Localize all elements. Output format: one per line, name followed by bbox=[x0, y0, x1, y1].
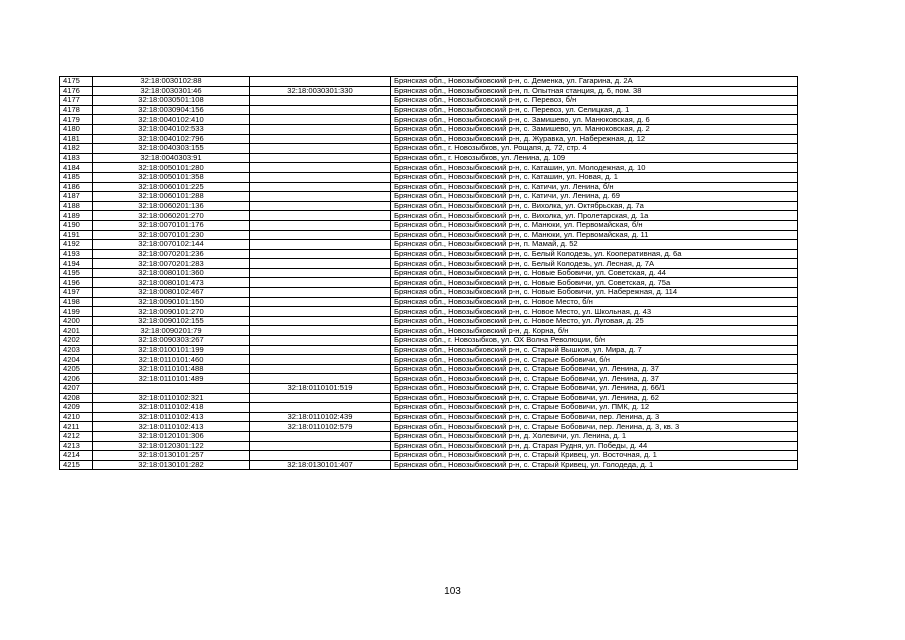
row-number-cell: 4211 bbox=[60, 422, 93, 432]
cadastral-number-cell: 32:18:0060101:288 bbox=[93, 192, 250, 202]
row-number-cell: 4210 bbox=[60, 412, 93, 422]
object-cadastral-number-cell bbox=[250, 172, 391, 182]
object-cadastral-number-cell bbox=[250, 336, 391, 346]
address-cell: Брянская обл., Новозыбковский р-н, с. Замишево, ул. Манюковская, д. 6 bbox=[391, 115, 798, 125]
address-cell: Брянская обл., Новозыбковский р-н, с. Старые Бобовичи, ул. Ленина, д. 62 bbox=[391, 393, 798, 403]
object-cadastral-number-cell bbox=[250, 431, 391, 441]
table-row bbox=[60, 220, 798, 230]
row-number-cell: 4180 bbox=[60, 124, 93, 134]
row-number-cell: 4182 bbox=[60, 144, 93, 154]
cadastral-number-cell: 32:18:0110101:460 bbox=[93, 355, 250, 365]
address-cell: Брянская обл., Новозыбковский р-н, с. Катичи, ул. Ленина, б/н bbox=[391, 182, 798, 192]
object-cadastral-number-cell bbox=[250, 134, 391, 144]
row-number-cell: 4181 bbox=[60, 134, 93, 144]
table-row bbox=[60, 201, 798, 211]
cadastral-number-cell: 32:18:0070101:176 bbox=[93, 220, 250, 230]
address-cell: Брянская обл., Новозыбковский р-н, с. Белый Колодезь, ул. Лесная, д. 7А bbox=[391, 259, 798, 269]
row-number-cell: 4185 bbox=[60, 172, 93, 182]
object-cadastral-number-cell bbox=[250, 201, 391, 211]
row-number-cell: 4194 bbox=[60, 259, 93, 269]
row-number-cell: 4191 bbox=[60, 230, 93, 240]
object-cadastral-number-cell bbox=[250, 77, 391, 87]
cadastral-number-cell: 32:18:0030501:108 bbox=[93, 96, 250, 106]
address-cell: Брянская обл., Новозыбковский р-н, с. Новое Место, ул. Школьная, д. 43 bbox=[391, 307, 798, 317]
object-cadastral-number-cell bbox=[250, 182, 391, 192]
row-number-cell: 4189 bbox=[60, 211, 93, 221]
address-cell: Брянская обл., Новозыбковский р-н, д. Холевичи, ул. Ленина, д. 1 bbox=[391, 431, 798, 441]
object-cadastral-number-cell: 32:18:0030301:330 bbox=[250, 86, 391, 96]
address-cell: Брянская обл., Новозыбковский р-н, д. Старая Рудня, ул. Победы, д. 44 bbox=[391, 441, 798, 451]
table-row bbox=[60, 105, 798, 115]
cadastral-number-cell: 32:18:0030301:46 bbox=[93, 86, 250, 96]
object-cadastral-number-cell bbox=[250, 259, 391, 269]
cadastral-number-cell: 32:18:0060201:270 bbox=[93, 211, 250, 221]
cadastral-number-cell: 32:18:0110101:489 bbox=[93, 374, 250, 384]
cadastral-number-cell: 32:18:0090102:155 bbox=[93, 316, 250, 326]
table-row bbox=[60, 115, 798, 125]
cadastral-number-cell: 32:18:0110102:413 bbox=[93, 422, 250, 432]
table-row bbox=[60, 163, 798, 173]
table-row bbox=[60, 422, 798, 432]
table-row bbox=[60, 124, 798, 134]
row-number-cell: 4187 bbox=[60, 192, 93, 202]
cadastral-number-cell bbox=[93, 384, 250, 394]
address-cell: Брянская обл., Новозыбковский р-н, с. Вихолка, ул. Октябрьская, д. 7а bbox=[391, 201, 798, 211]
object-cadastral-number-cell bbox=[250, 249, 391, 259]
row-number-cell: 4203 bbox=[60, 345, 93, 355]
row-number-cell: 4204 bbox=[60, 355, 93, 365]
address-cell: Брянская обл., Новозыбковский р-н, с. Белый Колодезь, ул. Кооперативная, д. 6а bbox=[391, 249, 798, 259]
address-cell: Брянская обл., Новозыбковский р-н, с. Манюки, ул. Первомайская, б/н bbox=[391, 220, 798, 230]
row-number-cell: 4197 bbox=[60, 288, 93, 298]
object-cadastral-number-cell bbox=[250, 393, 391, 403]
table-row bbox=[60, 96, 798, 106]
object-cadastral-number-cell: 32:18:0130101:407 bbox=[250, 460, 391, 470]
address-cell: Брянская обл., Новозыбковский р-н, с. Катaшин, ул. Новая, д. 1 bbox=[391, 172, 798, 182]
address-cell: Брянская обл., Новозыбковский р-н, с. Старые Бобовичи, б/н bbox=[391, 355, 798, 365]
row-number-cell: 4186 bbox=[60, 182, 93, 192]
row-number-cell: 4193 bbox=[60, 249, 93, 259]
row-number-cell: 4192 bbox=[60, 240, 93, 250]
object-cadastral-number-cell bbox=[250, 230, 391, 240]
object-cadastral-number-cell bbox=[250, 326, 391, 336]
table-row bbox=[60, 268, 798, 278]
cadastral-number-cell: 32:18:0040303:91 bbox=[93, 153, 250, 163]
row-number-cell: 4183 bbox=[60, 153, 93, 163]
page-number: 103 bbox=[444, 586, 461, 597]
row-number-cell: 4190 bbox=[60, 220, 93, 230]
address-cell: Брянская обл., г. Новозыбков, ул. Ленина, д. 109 bbox=[391, 153, 798, 163]
cadastral-number-cell: 32:18:0070102:144 bbox=[93, 240, 250, 250]
row-number-cell: 4179 bbox=[60, 115, 93, 125]
cadastral-number-cell: 32:18:0110102:418 bbox=[93, 403, 250, 413]
object-cadastral-number-cell bbox=[250, 153, 391, 163]
table-row bbox=[60, 182, 798, 192]
table-row bbox=[60, 345, 798, 355]
cadastral-number-cell: 32:18:0120101:306 bbox=[93, 431, 250, 441]
row-number-cell: 4214 bbox=[60, 451, 93, 461]
row-number-cell: 4175 bbox=[60, 77, 93, 87]
cadastral-number-cell: 32:18:0040102:796 bbox=[93, 134, 250, 144]
register-table bbox=[59, 76, 798, 470]
cadastral-number-cell: 32:18:0090201:79 bbox=[93, 326, 250, 336]
object-cadastral-number-cell bbox=[250, 124, 391, 134]
table-row bbox=[60, 259, 798, 269]
table-row bbox=[60, 297, 798, 307]
table-row bbox=[60, 77, 798, 87]
row-number-cell: 4207 bbox=[60, 384, 93, 394]
address-cell: Брянская обл., Новозыбковский р-н, с. Старый Вышков, ул. Мира, д. 7 bbox=[391, 345, 798, 355]
object-cadastral-number-cell bbox=[250, 297, 391, 307]
address-cell: Брянская обл., Новозыбковский р-н, с. Старые Бобовичи, ул. Ленина, д. 66/1 bbox=[391, 384, 798, 394]
object-cadastral-number-cell bbox=[250, 316, 391, 326]
address-cell: Брянская обл., Новозыбковский р-н, с. Старый Кривец, ул. Голодеда, д. 1 bbox=[391, 460, 798, 470]
address-cell: Брянская обл., Новозыбковский р-н, с. Старые Бобовичи, пер. Ленина, д. 3 bbox=[391, 412, 798, 422]
address-cell: Брянская обл., Новозыбковский р-н, с. Новые Бобовичи, ул. Набережная, д. 114 bbox=[391, 288, 798, 298]
table-row bbox=[60, 172, 798, 182]
object-cadastral-number-cell bbox=[250, 441, 391, 451]
address-cell: Брянская обл., Новозыбковский р-н, с. Старые Бобовичи, ул. ПМК, д. 12 bbox=[391, 403, 798, 413]
address-cell: Брянская обл., Новозыбковский р-н, с. Старый Кривец, ул. Восточная, д. 1 bbox=[391, 451, 798, 461]
object-cadastral-number-cell bbox=[250, 364, 391, 374]
row-number-cell: 4201 bbox=[60, 326, 93, 336]
address-cell: Брянская обл., Новозыбковский р-н, с. Катичи, ул. Ленина, д. 69 bbox=[391, 192, 798, 202]
row-number-cell: 4212 bbox=[60, 431, 93, 441]
object-cadastral-number-cell bbox=[250, 355, 391, 365]
row-number-cell: 4213 bbox=[60, 441, 93, 451]
address-cell: Брянская обл., Новозыбковский р-н, п. Мамай, д. 52 bbox=[391, 240, 798, 250]
address-cell: Брянская обл., Новозыбковский р-н, с. Манюки, ул. Первомайская, д. 11 bbox=[391, 230, 798, 240]
object-cadastral-number-cell bbox=[250, 345, 391, 355]
table-row bbox=[60, 288, 798, 298]
table-row bbox=[60, 393, 798, 403]
object-cadastral-number-cell: 32:18:0110101:519 bbox=[250, 384, 391, 394]
cadastral-number-cell: 32:18:0080101:360 bbox=[93, 268, 250, 278]
cadastral-number-cell: 32:18:0130101:257 bbox=[93, 451, 250, 461]
cadastral-number-cell: 32:18:0090101:270 bbox=[93, 307, 250, 317]
table-row bbox=[60, 307, 798, 317]
row-number-cell: 4184 bbox=[60, 163, 93, 173]
row-number-cell: 4198 bbox=[60, 297, 93, 307]
cadastral-number-cell: 32:18:0110102:321 bbox=[93, 393, 250, 403]
address-cell: Брянская обл., Новозыбковский р-н, с. Старые Бобовичи, ул. Ленина, д. 37 bbox=[391, 374, 798, 384]
cadastral-number-cell: 32:18:0050101:280 bbox=[93, 163, 250, 173]
cadastral-number-cell: 32:18:0040102:533 bbox=[93, 124, 250, 134]
table-row bbox=[60, 431, 798, 441]
object-cadastral-number-cell bbox=[250, 451, 391, 461]
table-row bbox=[60, 86, 798, 96]
row-number-cell: 4208 bbox=[60, 393, 93, 403]
address-cell: Брянская обл., Новозыбковский р-н, с. Новые Бобовичи, ул. Советская, д. 44 bbox=[391, 268, 798, 278]
address-cell: Брянская обл., Новозыбковский р-н, п. Опытная станция, д. 6, пом. 38 bbox=[391, 86, 798, 96]
table-row bbox=[60, 384, 798, 394]
table-row bbox=[60, 441, 798, 451]
table-row bbox=[60, 374, 798, 384]
cadastral-number-cell: 32:18:0040102:410 bbox=[93, 115, 250, 125]
cadastral-number-cell: 32:18:0110101:488 bbox=[93, 364, 250, 374]
table-row bbox=[60, 316, 798, 326]
address-cell: Брянская обл., Новозыбковский р-н, д. Журавка, ул. Набережная, д. 12 bbox=[391, 134, 798, 144]
object-cadastral-number-cell bbox=[250, 220, 391, 230]
cadastral-number-cell: 32:18:0070201:283 bbox=[93, 259, 250, 269]
cadastral-number-cell: 32:18:0060101:225 bbox=[93, 182, 250, 192]
address-cell: Брянская обл., Новозыбковский р-н, с. Перевоз, б/н bbox=[391, 96, 798, 106]
row-number-cell: 4202 bbox=[60, 336, 93, 346]
object-cadastral-number-cell bbox=[250, 307, 391, 317]
cadastral-number-cell: 32:18:0040303:155 bbox=[93, 144, 250, 154]
object-cadastral-number-cell bbox=[250, 211, 391, 221]
address-cell: Брянская обл., Новозыбковский р-н, с. Вихолка, ул. Пролетарская, д. 1а bbox=[391, 211, 798, 221]
table-row bbox=[60, 134, 798, 144]
object-cadastral-number-cell bbox=[250, 278, 391, 288]
row-number-cell: 4199 bbox=[60, 307, 93, 317]
cadastral-number-cell: 32:18:0030904:156 bbox=[93, 105, 250, 115]
row-number-cell: 4176 bbox=[60, 86, 93, 96]
table-row bbox=[60, 230, 798, 240]
address-cell: Брянская обл., г. Новозыбков, ул. ОХ Волна Революции, б/н bbox=[391, 336, 798, 346]
table-row bbox=[60, 240, 798, 250]
cadastral-number-cell: 32:18:0100101:199 bbox=[93, 345, 250, 355]
cadastral-number-cell: 32:18:0080101:473 bbox=[93, 278, 250, 288]
table-row bbox=[60, 278, 798, 288]
address-cell: Брянская обл., г. Новозыбков, ул. Рощапя, д. 72, стр. 4 bbox=[391, 144, 798, 154]
address-cell: Брянская обл., Новозыбковский р-н, с. Старые Бобовичи, пер. Ленина, д. 3, кв. 3 bbox=[391, 422, 798, 432]
table-row bbox=[60, 144, 798, 154]
object-cadastral-number-cell: 32:18:0110102:579 bbox=[250, 422, 391, 432]
address-cell: Брянская обл., Новозыбковский р-н, с. Замишево, ул. Манюковская, д. 2 bbox=[391, 124, 798, 134]
table-row bbox=[60, 326, 798, 336]
table-row bbox=[60, 355, 798, 365]
cadastral-number-cell: 32:18:0130101:282 bbox=[93, 460, 250, 470]
cadastral-number-cell: 32:18:0030102:88 bbox=[93, 77, 250, 87]
address-cell: Брянская обл., Новозыбковский р-н, с. Катaшин, ул. Молодежная, д. 10 bbox=[391, 163, 798, 173]
cadastral-number-cell: 32:18:0110102:413 bbox=[93, 412, 250, 422]
row-number-cell: 4188 bbox=[60, 201, 93, 211]
table-row bbox=[60, 451, 798, 461]
table-row bbox=[60, 249, 798, 259]
object-cadastral-number-cell bbox=[250, 115, 391, 125]
row-number-cell: 4200 bbox=[60, 316, 93, 326]
object-cadastral-number-cell bbox=[250, 96, 391, 106]
cadastral-number-cell: 32:18:0070201:236 bbox=[93, 249, 250, 259]
object-cadastral-number-cell bbox=[250, 192, 391, 202]
address-cell: Брянская обл., Новозыбковский р-н, с. Новое Место, б/н bbox=[391, 297, 798, 307]
row-number-cell: 4196 bbox=[60, 278, 93, 288]
row-number-cell: 4177 bbox=[60, 96, 93, 106]
object-cadastral-number-cell bbox=[250, 288, 391, 298]
table-row bbox=[60, 364, 798, 374]
row-number-cell: 4178 bbox=[60, 105, 93, 115]
table-row bbox=[60, 412, 798, 422]
address-cell: Брянская обл., Новозыбковский р-н, с. Новое Место, ул. Луговая, д. 25 bbox=[391, 316, 798, 326]
row-number-cell: 4195 bbox=[60, 268, 93, 278]
table-row bbox=[60, 460, 798, 470]
table-row bbox=[60, 403, 798, 413]
object-cadastral-number-cell bbox=[250, 374, 391, 384]
table-row bbox=[60, 153, 798, 163]
object-cadastral-number-cell bbox=[250, 105, 391, 115]
table-row bbox=[60, 192, 798, 202]
cadastral-number-cell: 32:18:0090101:150 bbox=[93, 297, 250, 307]
cadastral-number-cell: 32:18:0070101:230 bbox=[93, 230, 250, 240]
object-cadastral-number-cell bbox=[250, 268, 391, 278]
object-cadastral-number-cell bbox=[250, 403, 391, 413]
row-number-cell: 4205 bbox=[60, 364, 93, 374]
cadastral-number-cell: 32:18:0060201:136 bbox=[93, 201, 250, 211]
object-cadastral-number-cell bbox=[250, 144, 391, 154]
address-cell: Брянская обл., Новозыбковский р-н, с. Перевоз, ул. Селицкая, д. 1 bbox=[391, 105, 798, 115]
object-cadastral-number-cell bbox=[250, 240, 391, 250]
address-cell: Брянская обл., Новозыбковский р-н, с. Старые Бобовичи, ул. Ленина, д. 37 bbox=[391, 364, 798, 374]
table-row bbox=[60, 336, 798, 346]
cadastral-number-cell: 32:18:0090303:267 bbox=[93, 336, 250, 346]
table-row bbox=[60, 211, 798, 221]
address-cell: Брянская обл., Новозыбковский р-н, с. Новые Бобовичи, ул. Советская, д. 75а bbox=[391, 278, 798, 288]
row-number-cell: 4209 bbox=[60, 403, 93, 413]
row-number-cell: 4206 bbox=[60, 374, 93, 384]
cadastral-number-cell: 32:18:0120301:122 bbox=[93, 441, 250, 451]
cadastral-number-cell: 32:18:0050101:358 bbox=[93, 172, 250, 182]
address-cell: Брянская обл., Новозыбковский р-н, с. Деменка, ул. Гагарина, д. 2А bbox=[391, 77, 798, 87]
row-number-cell: 4215 bbox=[60, 460, 93, 470]
cadastral-number-cell: 32:18:0080102:467 bbox=[93, 288, 250, 298]
address-cell: Брянская обл., Новозыбковский р-н, д. Корна, б/н bbox=[391, 326, 798, 336]
object-cadastral-number-cell bbox=[250, 163, 391, 173]
register-table-body bbox=[60, 77, 798, 470]
object-cadastral-number-cell: 32:18:0110102:439 bbox=[250, 412, 391, 422]
